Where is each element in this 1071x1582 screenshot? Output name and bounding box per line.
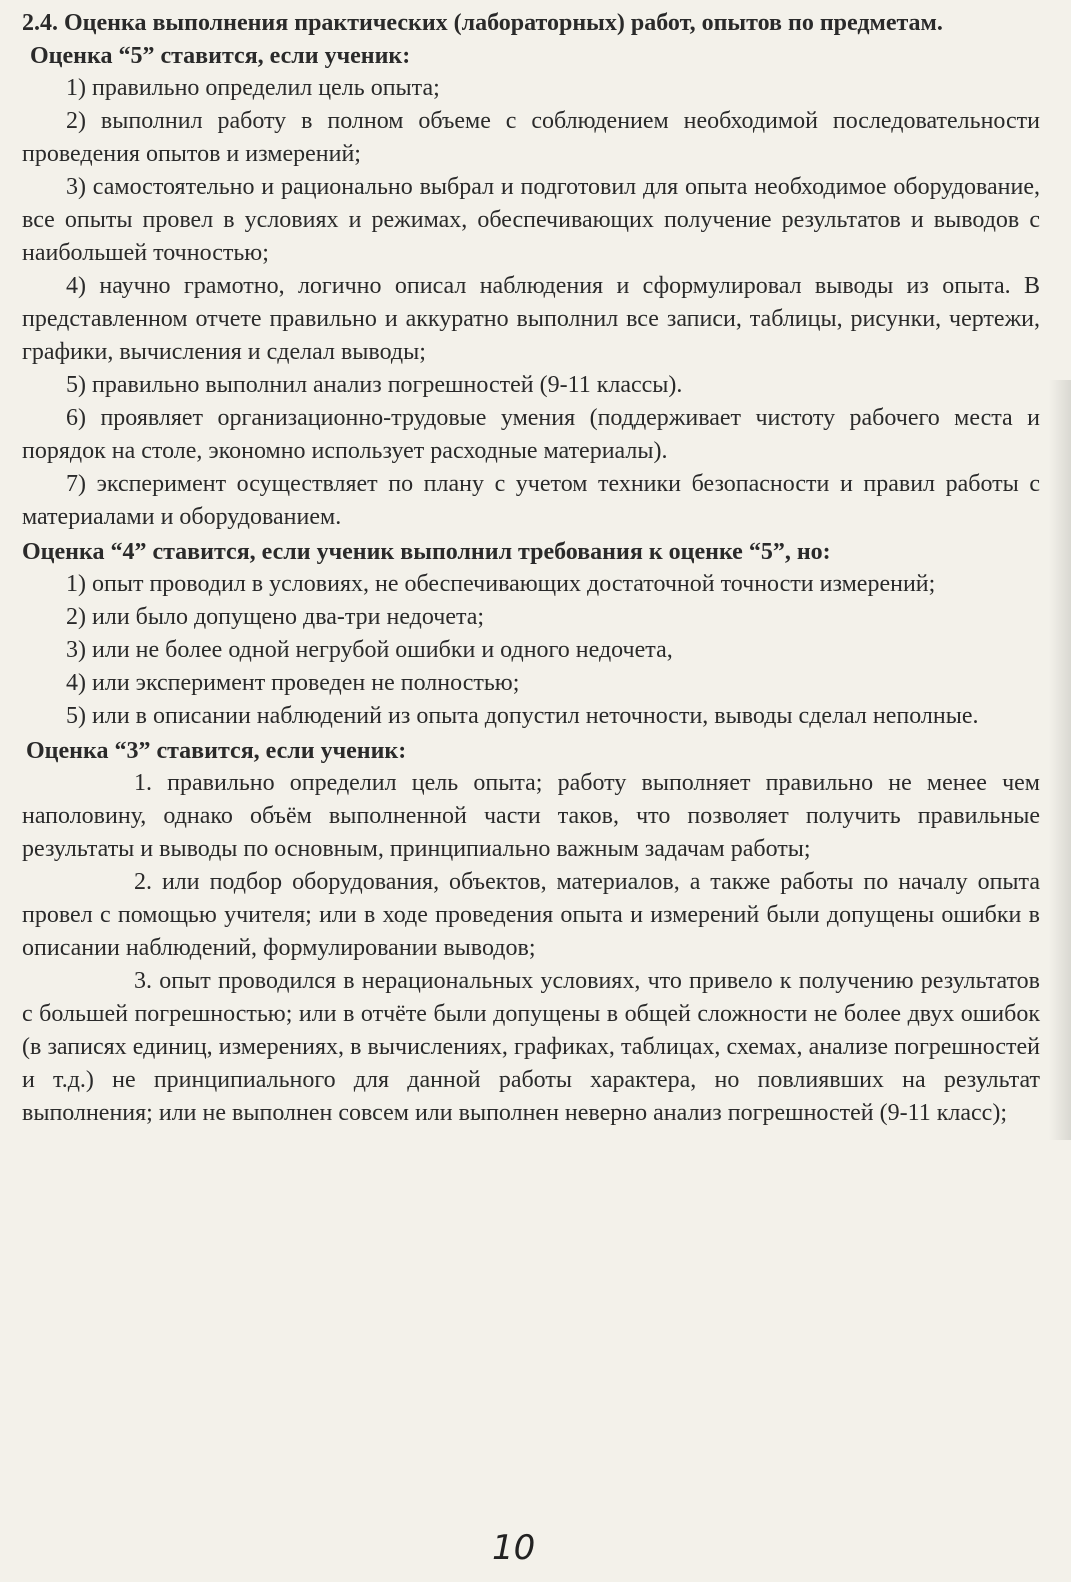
grade-4-item-5: 5) или в описании наблюдений из опыта допустил неточности, выводы сделал неполные. [66, 703, 979, 729]
grade-5-item-7: 7) эксперимент осуществляет по плану с учетом техники безопасности и правил работы с материалами и оборудованием. [22, 471, 1040, 530]
grade-3-heading: Оценка “3” ставится, если ученик: [26, 738, 407, 764]
document-page [22, 8, 1040, 1130]
grade-5-item-5: 5) правильно выполнил анализ погрешностей (9-11 классы). [66, 372, 683, 398]
grade-4-heading: Оценка “4” ставится, если ученик выполнил требования к оценке “5”, но: [22, 539, 831, 565]
grade-4-item-2: 2) или было допущено два-три недочета; [66, 604, 485, 630]
grade-4-item-1: 1) опыт проводил в условиях, не обеспечивающих достаточной точности измерений; [66, 571, 936, 597]
grade-3-item-3: 3. опыт проводился в нерациональных условиях, что привело к получению результатов с большей погрешностью; или в отчёте были допущены в общей сложности не более двух ошибок (в записях единиц, измерениях, в вычислениях, графиках, таблицах, схемах, анализе погрешностей и т.д.) не принципиального для данной работы характера, но повлиявших на результат выполнения; или не выполнен совсем или выполнен неверно анализ погрешностей (9-11 класс); [22, 968, 1040, 1126]
grade-5-item-1: 1) правильно определил цель опыта; [66, 75, 440, 101]
grade-3-item-1: 1. правильно определил цель опыта; работу выполняет правильно не менее чем наполовину, однако объём выполненной части таков, что позволяет получить правильные результаты и выводы по основным, принципиально важным задачам работы; [22, 770, 1040, 862]
grade-5-item-3: 3) самостоятельно и рационально выбрал и подготовил для опыта необходимое оборудование, все опыты провел в условиях и режимах, обеспечивающих получение результатов и выводов с наибольшей точностью; [22, 174, 1040, 266]
grade-5-item-6: 6) проявляет организационно-трудовые умения (поддерживает чистоту рабочего места и порядок на столе, экономно использует расходные материалы). [22, 405, 1040, 464]
page-number: 10 [492, 1528, 536, 1568]
scan-edge-shadow [1049, 380, 1071, 1140]
grade-4-item-4: 4) или эксперимент проведен не полностью; [66, 670, 520, 696]
section-title: 2.4. Оценка выполнения практических (лабораторных) работ, опытов по предметам. [22, 10, 943, 36]
grade-5-heading: Оценка “5” ставится, если ученик: [30, 43, 411, 69]
grade-5-item-4: 4) научно грамотно, логично описал наблюдения и сформулировал выводы из опыта. В представленном отчете правильно и аккуратно выполнил все записи, таблицы, рисунки, чертежи, графики, вычисления и сделал выводы; [22, 273, 1040, 365]
grade-4-item-3: 3) или не более одной негрубой ошибки и одного недочета, [66, 637, 673, 663]
grade-3-item-2: 2. или подбор оборудования, объектов, материалов, а также работы по началу опыта провел с помощью учителя; или в ходе проведения опыта и измерений были допущены ошибки в описании наблюдений, формулировании выводов; [22, 869, 1040, 961]
grade-5-item-2: 2) выполнил работу в полном объеме с соблюдением необходимой последовательности проведения опытов и измерений; [22, 108, 1040, 167]
